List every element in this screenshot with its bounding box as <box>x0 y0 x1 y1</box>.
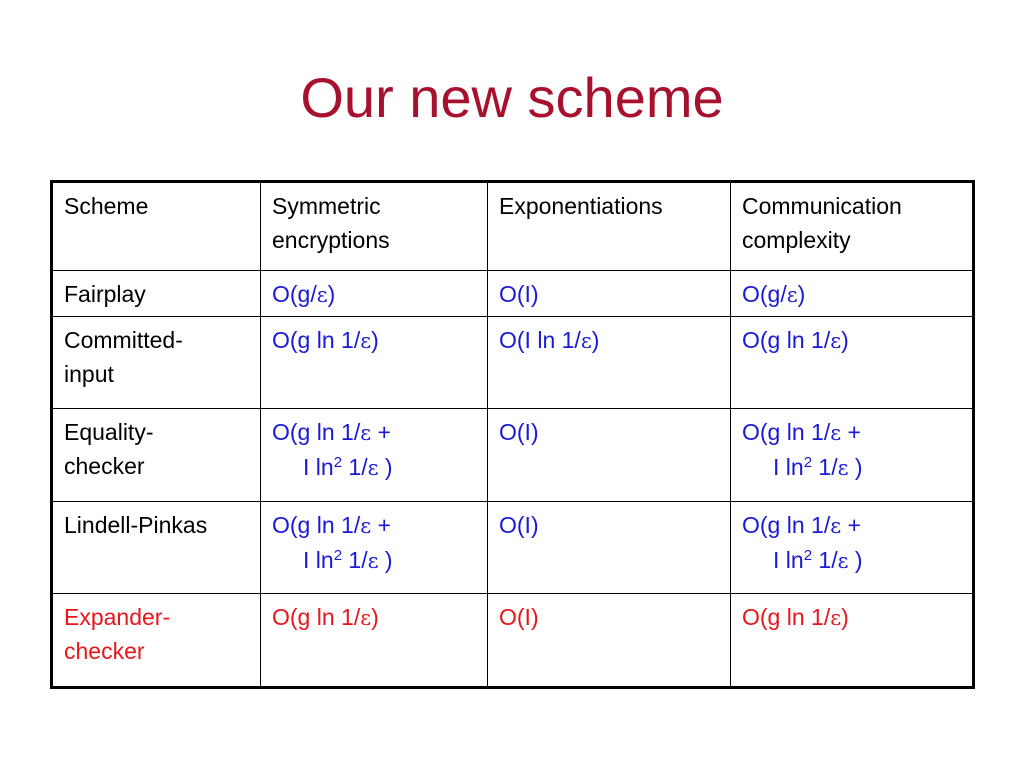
header-scheme-line: Scheme <box>64 193 149 219</box>
communication-value: O(g ln 1/ε) <box>742 604 849 630</box>
scheme-name-line-2: input <box>64 361 114 387</box>
header-symmetric-line-2: encryptions <box>272 227 390 253</box>
scheme-cell <box>52 317 261 409</box>
symmetric-value-line-1: O(g ln 1/ε + <box>272 512 391 538</box>
communication-value: O(g ln 1/ε) <box>742 327 849 353</box>
scheme-cell <box>52 271 261 317</box>
exponentiations-cell <box>488 502 731 594</box>
scheme-name: Fairplay <box>64 281 146 307</box>
symmetric-value-line-1: O(g ln 1/ε + <box>272 419 391 445</box>
exponentiations-cell <box>488 271 731 317</box>
communication-cell <box>731 502 974 594</box>
header-exponentiations-line: Exponentiations <box>499 193 663 219</box>
communication-value: O(g/ε) <box>742 281 806 307</box>
communication-value-line-2: I $\ln^2 1/\varepsilon$ ) <box>773 546 863 573</box>
communication-value-line-1: O(g ln 1/ε + <box>742 419 861 445</box>
exponentiations-value: O(I) <box>499 604 539 630</box>
scheme-name-line-2: checker <box>64 638 145 664</box>
scheme-name-line-1: Expander- <box>64 604 171 630</box>
symmetric-value: O(g ln 1/ε) <box>272 327 379 353</box>
symmetric-value: O(g/ε) <box>272 281 336 307</box>
communication-value-line-2: I $\ln^2 1/\varepsilon$ ) <box>773 453 863 480</box>
exponentiations-value: O(I ln 1/ε) <box>499 327 600 353</box>
table-row <box>52 409 974 502</box>
header-exponentiations <box>488 182 731 271</box>
slide-title: Our new scheme <box>300 66 724 129</box>
exponentiations-value: O(I) <box>499 281 539 307</box>
symmetric-cell <box>261 594 488 688</box>
header-communication-complexity <box>731 182 974 271</box>
table-row <box>52 502 974 594</box>
table-row <box>52 271 974 317</box>
symmetric-cell <box>261 317 488 409</box>
symmetric-cell <box>261 271 488 317</box>
communication-value-line-1: O(g ln 1/ε + <box>742 512 861 538</box>
communication-cell <box>731 317 974 409</box>
header-symmetric-line-1: Symmetric <box>272 193 381 219</box>
communication-cell <box>731 409 974 502</box>
exponentiations-value: O(I) <box>499 419 539 445</box>
scheme-name-line-2: checker <box>64 453 145 479</box>
table-row-highlighted <box>52 594 974 688</box>
scheme-name: Lindell-Pinkas <box>64 512 208 538</box>
table-row <box>52 317 974 409</box>
scheme-cell <box>52 502 261 594</box>
symmetric-value-line-2: I $\ln^2 1/\varepsilon$ ) <box>303 453 393 480</box>
exponentiations-cell <box>488 409 731 502</box>
symmetric-cell <box>261 502 488 594</box>
header-communication-line-2: complexity <box>742 227 851 253</box>
symmetric-cell <box>261 409 488 502</box>
symmetric-value-line-2: I $\ln^2 1/\varepsilon$ ) <box>303 546 393 573</box>
scheme-cell <box>52 409 261 502</box>
communication-cell <box>731 594 974 688</box>
header-row <box>52 182 974 271</box>
communication-cell <box>731 271 974 317</box>
exponentiations-cell <box>488 317 731 409</box>
exponentiations-value: O(I) <box>499 512 539 538</box>
exponentiations-cell <box>488 594 731 688</box>
header-symmetric-encryptions <box>261 182 488 271</box>
scheme-cell <box>52 594 261 688</box>
scheme-name-line-1: Equality- <box>64 419 154 445</box>
header-scheme <box>52 182 261 271</box>
comparison-table <box>50 180 975 689</box>
symmetric-value: O(g ln 1/ε) <box>272 604 379 630</box>
scheme-name-line-1: Committed- <box>64 327 183 353</box>
header-communication-line-1: Communication <box>742 193 902 219</box>
